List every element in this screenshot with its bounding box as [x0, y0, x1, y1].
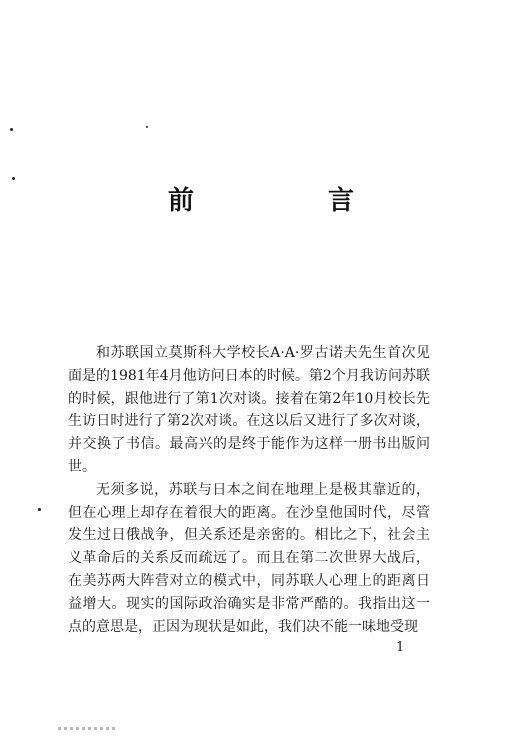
page-number: 1 [396, 640, 405, 655]
scan-speck [38, 508, 41, 511]
page-title: 前 言 [167, 186, 408, 216]
body-text [68, 342, 430, 638]
scan-artifact [58, 727, 116, 730]
scan-speck [10, 128, 13, 131]
paragraph: 和苏联国立莫斯科大学校长A·A·罗古诺夫先生首次见面是的1981年4月他访问日本的时候。第2个月我访问苏联的时候，跟他进行了第1次对谈。接着在第2年10月校长先生访日时进行了第2次对谈。在这以后又进行了多次对谈，并交换了书信。最高兴的是终于能作为这样一册书出版问世。 [68, 345, 430, 475]
paragraph: 无须多说，苏联与日本之间在地理上是极其靠近的，但在心理上却存在着很大的距离。在沙皇他国时代，尽管发生过日俄战争，但关系还是亲密的。相比之下，社会主义革命后的关系反而疏远了。而且在第二次世界大战后，在美苏两大阵营对立的模式中，同苏联人心理上的距离日益增大。现实的国际政治确实是非常严酷的。我指出这一点的意思是，正因为现状是如此，我们决不能一味地受现 [68, 481, 430, 635]
scan-speck [146, 126, 148, 128]
